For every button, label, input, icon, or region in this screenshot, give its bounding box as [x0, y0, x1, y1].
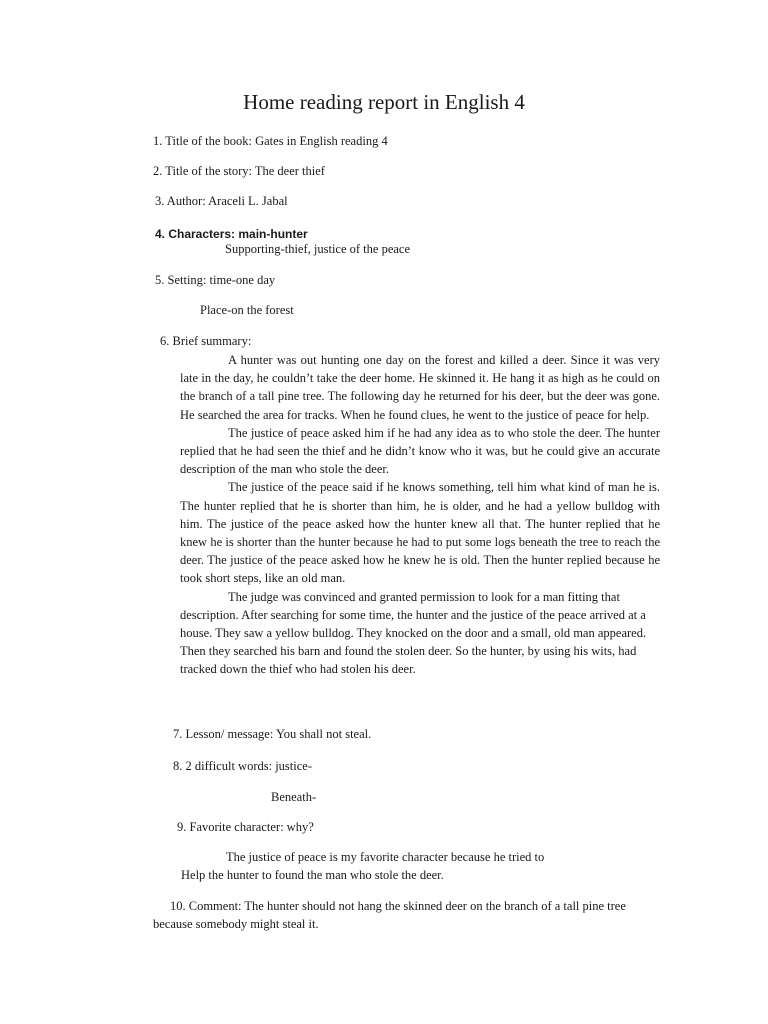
summary-label: 6. Brief summary:: [160, 334, 252, 348]
summary-paragraph: The judge was convinced and granted permission to look for a man fitting that description. After searching for some time, the hunter and the justice of the peace arrived at a house. They saw a yellow bulldog. They knocked on the door and a small, old man appeared. Then they searched his barn and found the stolen deer. So the hunter, by using his wits, had tracked down the thief who had stolen his deer.: [180, 589, 647, 677]
summary-paragraph: The justice of the peace said if he knows something, tell him what kind of man he is. The hunter replied that he is shorter than him, he is older, and he had a yellow bulldog with him. The justice of the peace asked how the hunter knew all that. The hunter replied that he knew he is shorter than the hunter because he had to put some logs beneath the tree to reach the deer. The justice of the peace asked how he knew he is old. Then the hunter replied because he took short steps, like an old man.: [180, 480, 660, 586]
favorite-label: 9. Favorite character: why?: [177, 820, 314, 834]
difficult-word-2: Beneath-: [271, 790, 317, 804]
lesson-line: 7. Lesson/ message: You shall not steal.: [173, 727, 372, 741]
setting-time-line: 5. Setting: time-one day: [155, 273, 276, 287]
favorite-reason-line-1: The justice of peace is my favorite character because he tried to: [226, 850, 545, 864]
comment-line-2: because somebody might steal it.: [153, 917, 319, 931]
page-title: Home reading report in English 4: [243, 90, 525, 114]
setting-place-line: Place-on the forest: [200, 303, 294, 317]
story-title-line: 2. Title of the story: The deer thief: [153, 164, 325, 178]
characters-supporting-line: Supporting-thief, justice of the peace: [225, 242, 411, 256]
author-line: 3. Author: Araceli L. Jabal: [155, 194, 288, 208]
summary-paragraph: The justice of peace asked him if he had any idea as to who stole the deer. The hunter replied that he had seen the thief and he didn’t know who it was, but he could give an accurate description of the man who stole the deer.: [180, 425, 660, 477]
book-title-line: 1. Title of the book: Gates in English reading 4: [153, 134, 388, 148]
characters-main-line: 4. Characters: main-hunter: [155, 227, 308, 241]
difficult-words-line: 8. 2 difficult words: justice-: [173, 759, 312, 773]
summary-paragraph: A hunter was out hunting one day on the forest and killed a deer. Since it was very late in the day, he couldn’t take the deer home. He skinned it. He hang it as high as he could on the branch of a tall pine tree. The following day he returned for his deer, but the deer was gone. He searched the area for tracks. When he found clues, he went to the justice of peace for help.: [180, 353, 660, 422]
favorite-reason-line-2: Help the hunter to found the man who stole the deer.: [181, 868, 444, 882]
comment-line-1: 10. Comment: The hunter should not hang the skinned deer on the branch of a tall pine tree: [170, 899, 626, 913]
summary-block: [180, 351, 660, 679]
